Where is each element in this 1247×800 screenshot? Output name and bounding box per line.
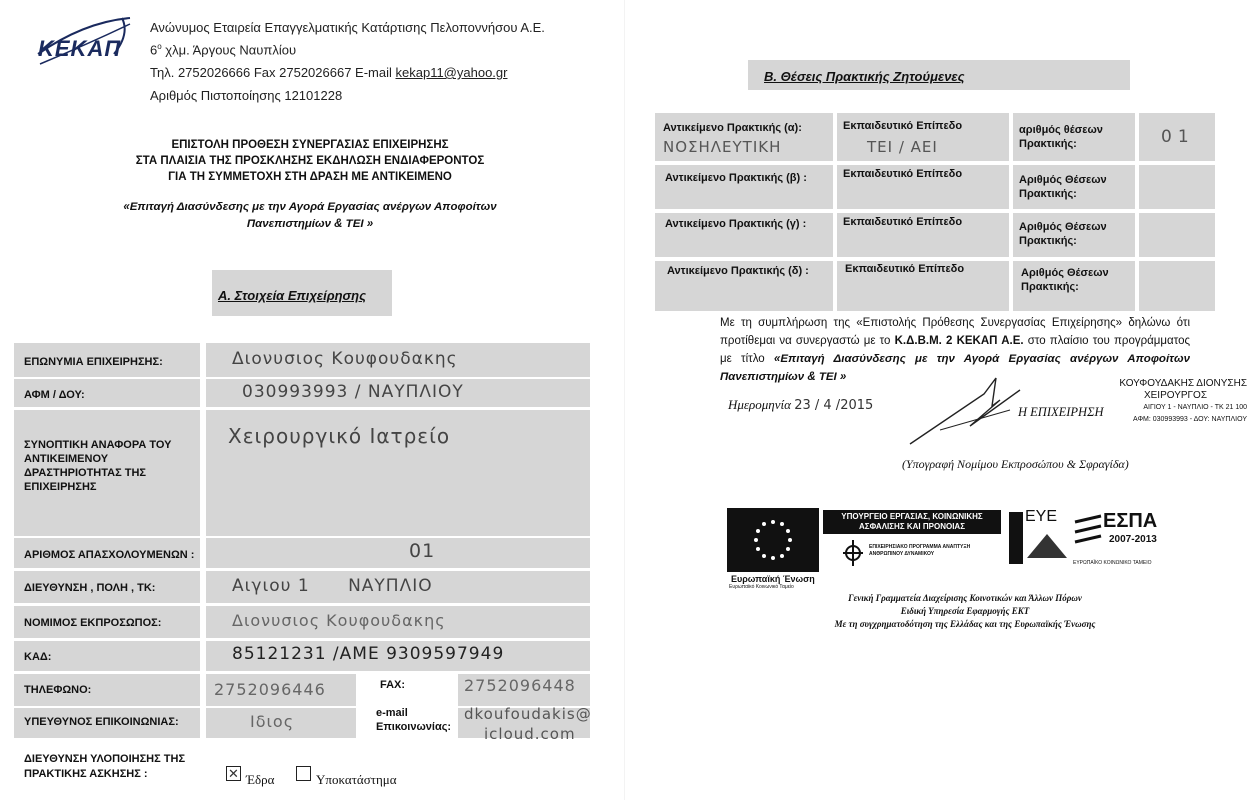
- count-a-value: 01: [1161, 127, 1195, 147]
- eu-small-label: Ευρωπαϊκό Κοινωνικό Ταμείο: [729, 584, 794, 590]
- footer-line-2: Ειδική Υπηρεσία Εφαρμογής ΕΚΤ: [900, 606, 1030, 616]
- funding-logos: [727, 508, 1179, 590]
- footer-credits: [745, 592, 1185, 631]
- address-value: Αιγιου 1 ΝΑΥΠΛΙΟ: [232, 576, 433, 596]
- value-cell: [206, 538, 590, 568]
- field-address: [14, 571, 590, 603]
- date-value: 23 / 4 /2015: [794, 398, 874, 413]
- program-line-2: Πανεπιστημίων & ΤΕΙ »: [246, 218, 374, 230]
- fax-value: 2752096448: [464, 676, 576, 695]
- company-name-value: Διονυσιος Κουφουδακης: [232, 349, 458, 369]
- company-stamp: [1104, 378, 1247, 426]
- ministry-logo: [823, 510, 1001, 580]
- count-b-label-line-2: Πρακτικής:: [1019, 188, 1077, 200]
- company-name: Ανώνυμος Εταιρεία Επαγγελματικής Κατάρτισης Πελοποννήσου Α.Ε.: [150, 20, 545, 35]
- date-label: Ημερομηνία: [728, 397, 791, 412]
- count-c-label-line-2: Πρακτικής:: [1019, 235, 1077, 247]
- company-contact: [150, 65, 507, 80]
- footer-line-3: Με τη συγχρηματοδότηση της Ελλάδας και της Ευρωπαϊκής Ένωσης: [834, 619, 1096, 629]
- logo-text: ΚΕΚΑΠ: [38, 36, 122, 61]
- letter-title: [130, 137, 490, 185]
- address-km: 6: [150, 42, 158, 58]
- afm-value: 030993993 / ΝΑΥΠΛΙΟΥ: [242, 382, 464, 402]
- employees-value: 01: [409, 540, 436, 562]
- subject-d-label: Αντικείμενο Πρακτικής (δ) :: [667, 265, 809, 277]
- title-line-2: ΣΤΑ ΠΛΑΙΣΙΑ ΤΗΣ ΠΡΟΣΚΛΗΣΗΣ ΕΚΔΗΛΩΣΗ ΕΝΔΙΑΦΕΡΟΝΤΟΣ: [135, 155, 485, 167]
- col-sep-2: [1009, 113, 1013, 311]
- company-email-link[interactable]: kekap11@yahoo.gr: [395, 65, 508, 80]
- section-b-heading: Β. Θέσεις Πρακτικής Ζητούμενες: [764, 69, 965, 84]
- ministry-banner: [823, 510, 1001, 534]
- declaration-program-title: «Επιταγή Διασύνδεσης με την Αγορά Εργασίας ανέργων Αποφοίτων Πανεπιστημίων & ΤΕΙ »: [720, 353, 1190, 383]
- count-a-label-line-1: αριθμός θέσεων: [1019, 124, 1103, 136]
- phone-value: 2752096446: [214, 680, 326, 699]
- count-c-label-line-1: Αριθμός Θέσεων: [1019, 221, 1107, 233]
- level-d-label: Εκπαιδευτικό Επίπεδο: [845, 263, 965, 275]
- count-d-label-line-2: Πρακτικής:: [1021, 281, 1079, 293]
- program-line-1: «Επιταγή Διασύνδεσης με την Αγορά Εργασίας ανέργων Αποφοίτων: [123, 201, 497, 213]
- field-company-name: [14, 343, 590, 377]
- implementation-label-line-2: ΠΡΑΚΤΙΚΗΣ ΑΣΚΗΣΗΣ :: [24, 768, 148, 780]
- count-c-label: [1019, 220, 1107, 248]
- contact-label: ΥΠΕΥΘΥΝΟΣ ΕΠΙΚΟΙΝΩΝΙΑΣ:: [24, 716, 179, 728]
- activity-value: Χειρουργικό Ιατρείο: [228, 424, 451, 448]
- program-emblem-icon: [843, 540, 863, 566]
- seat-checkbox[interactable]: [226, 766, 241, 781]
- field-contact-email: [14, 705, 604, 752]
- field-representative: [14, 606, 590, 638]
- stamp-line-3: ΑΙΓΙΟΥ 1 - ΝΑΥΠΛΙΟ - ΤΚ 21 100: [1143, 404, 1247, 411]
- program-title: [70, 199, 550, 233]
- count-a-label-line-2: Πρακτικής:: [1019, 138, 1077, 150]
- section-b-heading-box: [748, 60, 1130, 90]
- representative-label: ΝΟΜΙΜΟΣ ΕΚΠΡΟΣΩΠΟΣ:: [24, 617, 162, 629]
- subject-a-label: Αντικείμενο Πρακτικής (α):: [663, 122, 802, 134]
- eye-graphic-icon: [1027, 528, 1067, 560]
- certification-number: Αριθμός Πιστοποίησης 12101228: [150, 88, 343, 103]
- col-sep-1: [833, 113, 837, 311]
- employees-label: ΑΡΙΘΜΟΣ ΑΠΑΣΧΟΛΟΥΜΕΝΩΝ :: [24, 549, 195, 561]
- seat-check-mark: ✕: [228, 766, 239, 781]
- eu-label: Ευρωπαϊκή Ένωση: [731, 574, 815, 584]
- email-value-line-1: dkoufoudakis@: [464, 705, 592, 723]
- contact-value: Ιδιος: [250, 712, 295, 731]
- count-b-label-line-1: Αριθμός Θέσεων: [1019, 174, 1107, 186]
- date-line: [728, 397, 873, 413]
- stamp-line-2: ΧΕΙΡΟΥΡΓΟΣ: [1143, 390, 1208, 401]
- phone-label: ΤΗΛΕΦΩΝΟ:: [24, 684, 92, 696]
- branch-option-label: Υποκατάστημα: [316, 772, 397, 787]
- stamp-line-4: ΑΦΜ: 030993993 - ΔΟΥ: ΝΑΥΠΛΙΟΥ: [1132, 416, 1247, 423]
- field-activity: [14, 410, 590, 536]
- title-line-3: ΓΙΑ ΤΗ ΣΥΜΜΕΤΟΧΗ ΣΤΗ ΔΡΑΣΗ ΜΕ ΑΝΤΙΚΕΙΜΕΝΟ: [168, 171, 452, 183]
- fax-label: FAX:: [380, 679, 406, 691]
- email-label-line-2: Επικοινωνίας:: [376, 721, 452, 733]
- count-d-label-line-1: Αριθμός Θέσεων: [1021, 267, 1109, 279]
- declaration-text-2: στο πλαίσιο του προγράμματος με τίτλο: [720, 335, 1191, 365]
- subject-b-label: Αντικείμενο Πρακτικής (β) :: [665, 172, 807, 184]
- company-address: [150, 42, 296, 57]
- signature-caption: (Υπογραφή Νομίμου Εκπροσώπου & Σφραγίδα): [902, 457, 1129, 471]
- email-value-line-2: icloud.com: [484, 725, 576, 743]
- ekt-eye-logo: [999, 508, 1069, 572]
- espa-small: ΕΥΡΩΠΑΪΚΟ ΚΟΙΝΩΝΙΚΟ ΤΑΜΕΙΟ: [1073, 560, 1152, 566]
- field-kad: [14, 641, 590, 671]
- section-a-heading: Α. Στοιχεία Επιχείρησης: [218, 288, 367, 303]
- company-name-label: ΕΠΩΝΥΜΙΑ ΕΠΙΧΕΙΡΗΣΗΣ:: [24, 356, 163, 368]
- address-rest: χλμ. Άργους Ναυπλίου: [161, 42, 297, 58]
- subject-c-label: Αντικείμενο Πρακτικής (γ) :: [665, 218, 807, 230]
- title-line-1: ΕΠΙΣΤΟΛΗ ΠΡΟΘΕΣΗ ΣΥΝΕΡΓΑΣΙΑΣ ΕΠΙΧΕΙΡΗΣΗΣ: [171, 139, 449, 151]
- ministry-line-1: ΥΠΟΥΡΓΕΙΟ ΕΡΓΑΣΙΑΣ, ΚΟΙΝΩΝΙΚΗΣ: [841, 512, 983, 521]
- program-label: ΕΠΙΧΕΙΡΗΣΙΑΚΟ ΠΡΟΓΡΑΜΜΑ ΑΝΑΠΤΥΞΗ ΑΝΘΡΩΠΙΝΟΥ ΔΥΝΑΜΙΚΟΥ: [869, 544, 971, 557]
- level-c-label: Εκπαιδευτικό Επίπεδο: [843, 216, 963, 228]
- espa-years: 2007-2013: [1109, 534, 1157, 545]
- implementation-label: [24, 752, 185, 782]
- email-label: [376, 706, 451, 734]
- seat-option-label: Έδρα: [246, 772, 275, 787]
- count-d-label: [1021, 266, 1109, 294]
- representative-value: Διονυσιος Κουφουδακης: [232, 611, 446, 630]
- espa-swirl-icon: [1073, 512, 1103, 556]
- field-employees: [14, 538, 590, 568]
- implementation-label-line-1: ΔΙΕΥΘΥΝΣΗ ΥΛΟΠΟΙΗΣΗΣ ΤΗΣ: [24, 753, 186, 765]
- ministry-line-2: ΑΣΦΑΛΙΣΗΣ ΚΑΙ ΠΡΟΝΟΙΑΣ: [858, 522, 965, 531]
- count-b-label: [1019, 173, 1107, 201]
- level-a-label: Εκπαιδευτικό Επίπεδο: [843, 120, 963, 132]
- count-a-label: [1019, 123, 1103, 151]
- afm-label: ΑΦΜ / ΔΟΥ:: [24, 389, 85, 401]
- declaration-text: Με τη συμπλήρωση της «Επιστολής Πρόθεσης Συνεργασίας Επιχείρησης» δηλώνω ότι προτίθεμαι να συνεργαστώ με το: [720, 317, 1190, 347]
- col-sep-3: [1135, 113, 1139, 311]
- kekap-logo: [34, 14, 134, 76]
- kad-label: ΚΑΔ:: [24, 651, 52, 663]
- page-gutter: [624, 0, 625, 800]
- level-b-label: Εκπαιδευτικό Επίπεδο: [843, 168, 963, 180]
- level-a-value: ΤΕΙ / ΑΕΙ: [867, 138, 938, 156]
- footer-line-1: Γενική Γραμματεία Διαχείρισης Κοινοτικών και Άλλων Πόρων: [848, 593, 1082, 603]
- espa-logo: [1073, 508, 1177, 572]
- email-value: [464, 704, 592, 744]
- espa-label: ΕΣΠΑ: [1103, 510, 1158, 532]
- declaration-kekap: Κ.Δ.Β.Μ. 2 ΚΕΚΑΠ Α.Ε.: [894, 335, 1024, 347]
- eu-flag-icon: [727, 508, 819, 572]
- field-afm: [14, 379, 590, 407]
- field-phone-fax: [14, 674, 590, 706]
- branch-checkbox[interactable]: [296, 766, 311, 781]
- email-label-line-1: e-mail: [376, 707, 408, 719]
- section-a-heading-box: [212, 270, 392, 316]
- address-label: ΔΙΕΥΘΥΝΣΗ , ΠΟΛΗ , ΤΚ:: [24, 582, 156, 594]
- kad-value: 85121231 /ΑΜΕ 9309597949: [232, 644, 505, 664]
- stamp-line-1: ΚΟΥΦΟΥΔΑΚΗΣ ΔΙΟΝΥΣΗΣ: [1119, 378, 1247, 389]
- address-sup: ο: [157, 42, 162, 51]
- subject-a-value: ΝΟΣΗΛΕΥΤΙΚΗ: [663, 138, 782, 156]
- activity-label: ΣΥΝΟΠΤΙΚΗ ΑΝΑΦΟΡΑ ΤΟΥ ΑΝΤΙΚΕΙΜΕΝΟΥ ΔΡΑΣΤΗΡΙΟΤΗΤΑΣ ΤΗΣ ΕΠΙΧΕΙΡΗΣΗΣ: [24, 439, 172, 493]
- company-signature-label: Η ΕΠΙΧΕΙΡΗΣΗ: [1018, 405, 1104, 419]
- ekt-label: ΕΚΤ: [999, 525, 1012, 547]
- phone-line: Τηλ. 2752026666 Fax 2752026667 E-mail: [150, 65, 396, 80]
- eye-label: ΕΥΕ: [1025, 508, 1058, 525]
